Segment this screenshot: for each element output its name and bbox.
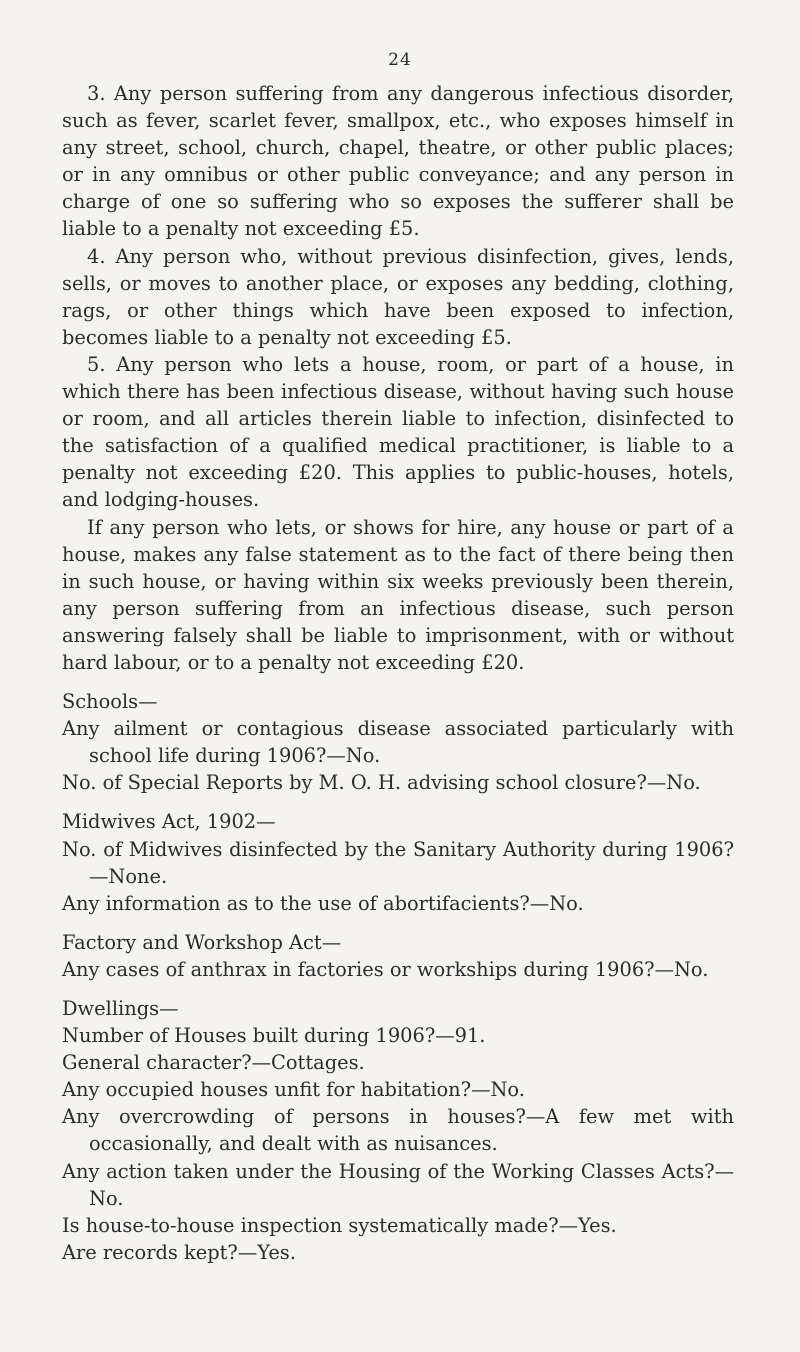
section-factory-act [62, 929, 734, 983]
section-dwellings [62, 995, 734, 1266]
list-item: Is house-to-house inspection systematically made?—Yes. [62, 1213, 617, 1237]
section-heading: Dwellings— [62, 997, 179, 1020]
section-heading: Midwives Act, 1902— [62, 810, 276, 834]
list-item: Any action taken under the Housing of the Working Classes Acts?—No. [62, 1159, 734, 1210]
list-item: Any overcrowding of persons in houses?—A few met with occasionally, and dealt with as nuisances. [62, 1105, 734, 1156]
section-heading: Schools— [62, 690, 158, 714]
paragraph-letting-house: 5. Any person who lets a house, room, or part of a house, in which there has been infectious disease, without having such house or room, and all articles therein liable to infection, disinfected to the satisfaction of a qualified medical practitioner, is liable to a penalty not exceeding £20. This applies to public-houses, hotels, and lodging-houses. [62, 352, 734, 512]
list-item: No. of Midwives disinfected by the Sanitary Authority during 1906?—None. [62, 837, 734, 888]
document-body [62, 80, 734, 1266]
list-item: Any information as to the use of abortifacients?—No. [62, 891, 584, 915]
list-item: Any ailment or contagious disease associated particularly with school life during 1906?—No. [62, 717, 734, 768]
page-number: 24 [388, 50, 412, 70]
paragraph-bedding-disinfection: 4. Any person who, without previous disinfection, gives, lends, sells, or moves to another place, or exposes any bedding, clothing, rags, or other things which have been exposed to infection, becomes liable to a penalty not exceeding £5. [62, 244, 734, 349]
section-schools [62, 688, 734, 796]
section-heading: Factory and Workshop Act— [62, 930, 342, 954]
paragraph-infectious-exposure: 3. Any person suffering from any dangerous infectious disorder, such as fever, scarlet fever, smallpox, etc., who exposes himself in any street, school, church, chapel, theatre, or other public places; or in any omnibus or other public conveyance; and any person in charge of one so suffering who so exposes the sufferer shall be liable to a penalty not exceeding £5. [62, 82, 734, 241]
list-item: Number of Houses built during 1906?—91. [62, 1024, 486, 1048]
paragraph-false-statement: If any person who lets, or shows for hire, any house or part of a house, makes any false statement as to the fact of there being then in such house, or having within six weeks previously been therein, any person suffering from an infectious disease, such person answering falsely shall be liable to imprisonment, with or without hard labour, or to a penalty not exceeding £20. [62, 515, 734, 674]
section-midwives-act [62, 808, 734, 916]
list-item: General character?—Cottages. [62, 1051, 365, 1075]
list-item: No. of Special Reports by M. O. H. advising school closure?—No. [62, 771, 701, 795]
list-item: Are records kept?—Yes. [62, 1240, 296, 1264]
list-item: Any cases of anthrax in factories or workships during 1906?—No. [62, 957, 709, 981]
list-item: Any occupied houses unfit for habitation?—No. [62, 1078, 525, 1102]
